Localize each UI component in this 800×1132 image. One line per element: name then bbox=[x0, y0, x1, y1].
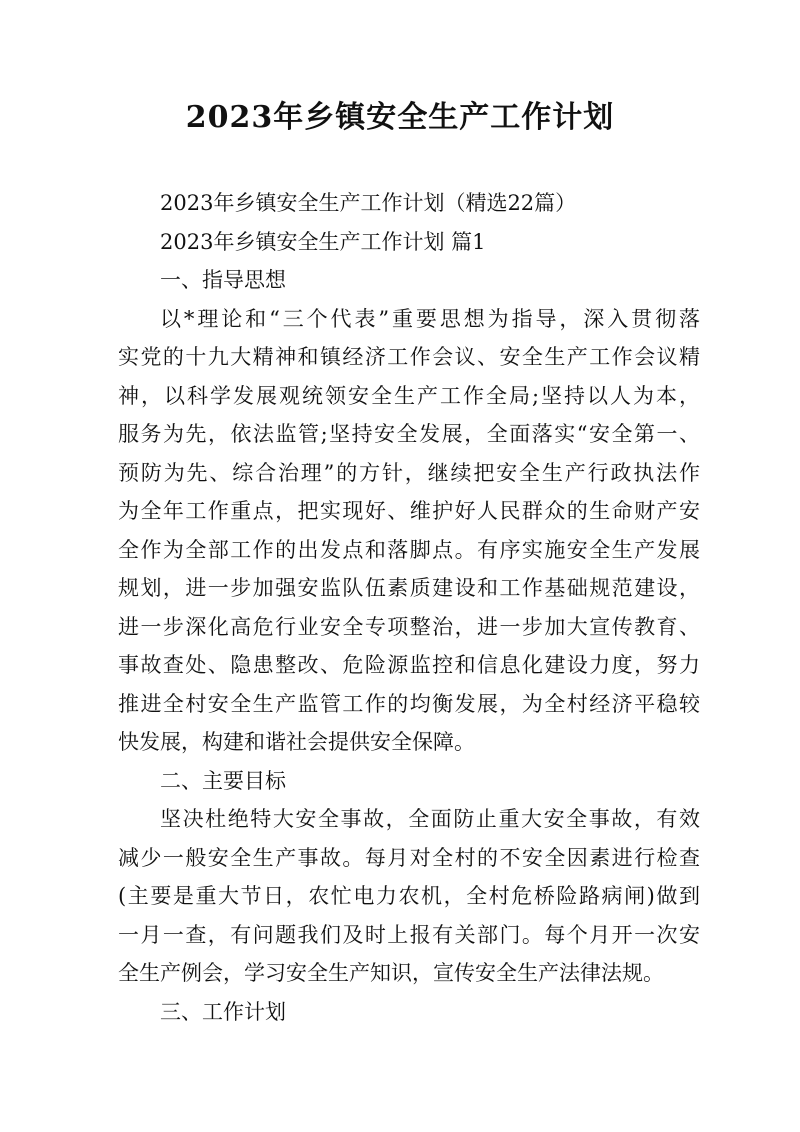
paragraph-line: 规划，进一步加强安监队伍素质建设和工作基础规范建设， bbox=[118, 576, 700, 600]
paragraph-line: 事故查处、隐患整改、危险源监控和信息化建设力度，努力 bbox=[118, 653, 700, 677]
paragraph-line: 推进全村安全生产监管工作的均衡发展，为全村经济平稳较 bbox=[118, 691, 700, 716]
paragraph-line: (主要是重大节日，农忙电力农机，全村危桥险路病闸)做到 bbox=[118, 884, 700, 908]
paragraph-line: 进一步深化高危行业安全专项整治，进一步加大宣传教育、 bbox=[118, 614, 700, 639]
paragraph-line: 预防为先、综合治理”的方针，继续把安全生产行政执法作 bbox=[118, 460, 700, 485]
paragraph-line: 神，以科学发展观统领安全生产工作全局;坚持以人为本， bbox=[118, 383, 700, 408]
document-title: 2023年乡镇安全生产工作计划 bbox=[185, 100, 615, 135]
paragraph-line: 一月一查，有问题我们及时上报有关部门。每个月开一次安 bbox=[118, 922, 700, 947]
paragraph-line: 为全年工作重点，把实现好、维护好人民群众的生命财产安 bbox=[118, 499, 700, 523]
subtitle-line: 2023年乡镇安全生产工作计划（精选22篇） bbox=[160, 191, 577, 215]
section-heading-article-1: 2023年乡镇安全生产工作计划 篇1 bbox=[160, 229, 486, 254]
paragraph-line: 全生产例会，学习安全生产知识，宣传安全生产法律法规。 bbox=[118, 961, 664, 985]
paragraph-line: 实党的十九大精神和镇经济工作会议、安全生产工作会议精 bbox=[118, 345, 700, 369]
heading-work-plan: 三、工作计划 bbox=[160, 999, 286, 1024]
paragraph-line: 服务为先，依法监管;坚持安全发展，全面落实“安全第一、 bbox=[118, 422, 700, 446]
paragraph-line: 坚决杜绝特大安全事故，全面防止重大安全事故，有效 bbox=[160, 807, 700, 831]
paragraph-line: 以*理论和“三个代表”重要思想为指导，深入贯彻落 bbox=[160, 306, 700, 331]
document-body bbox=[118, 184, 700, 1031]
paragraph-line: 快发展，构建和谐社会提供安全保障。 bbox=[118, 730, 475, 754]
heading-guiding-ideology: 一、指导思想 bbox=[160, 268, 286, 292]
paragraph-line: 减少一般安全生产事故。每月对全村的不安全因素进行检查 bbox=[118, 845, 700, 870]
paragraph-line: 全作为全部工作的出发点和落脚点。有序实施安全生产发展 bbox=[118, 537, 700, 562]
heading-main-goals: 二、主要目标 bbox=[160, 768, 286, 793]
